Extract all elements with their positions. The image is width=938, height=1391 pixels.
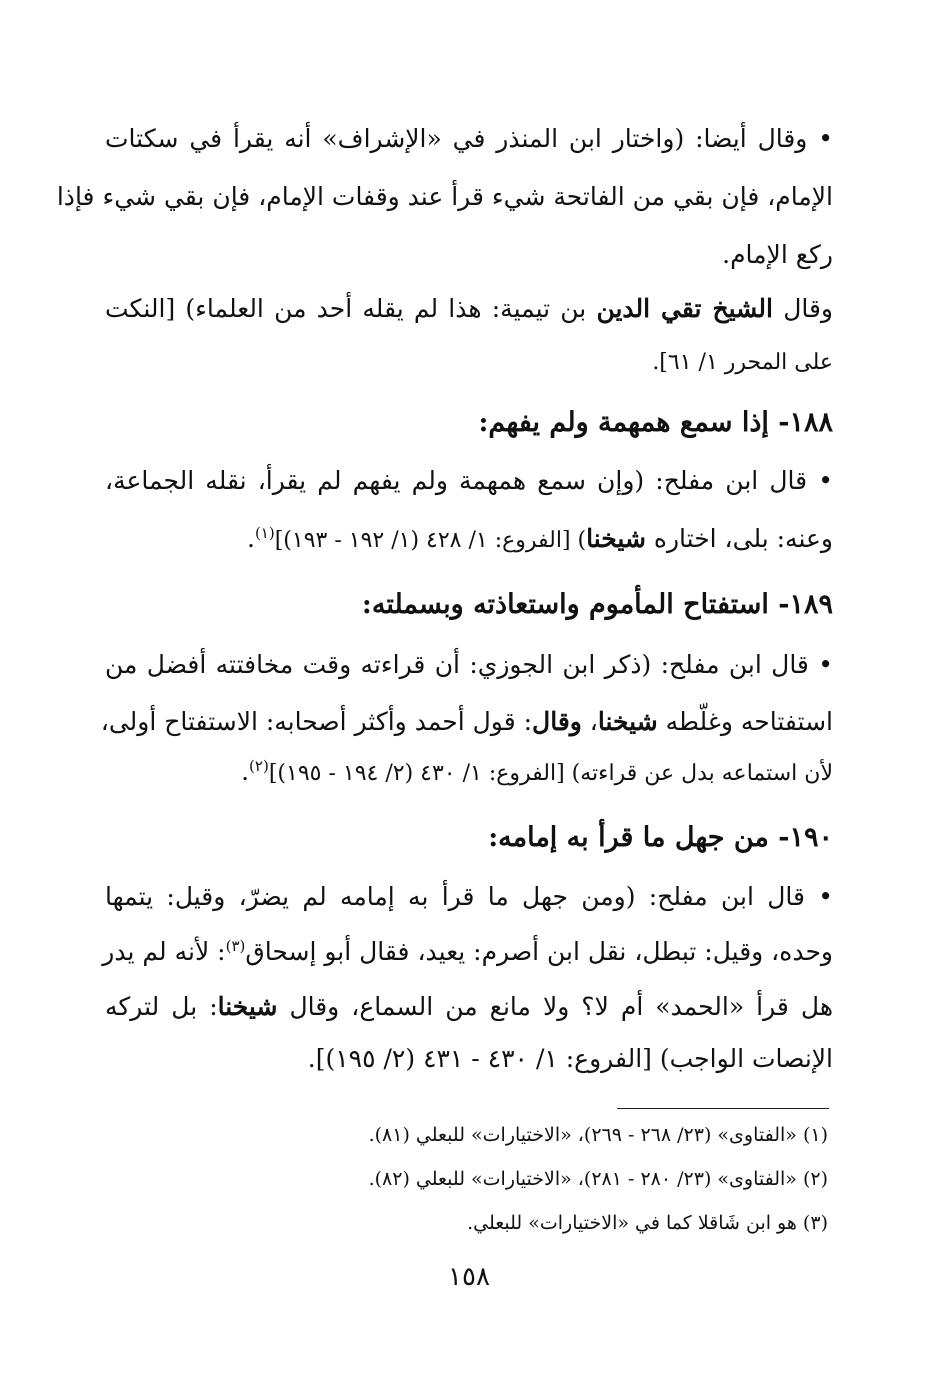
text-run: وعنه: بلى، اختاره (645, 524, 833, 553)
paragraph-1-line-2: الإمام، فإن بقي من الفاتحة شيء قرأ عند وقفات الإمام، فإن بقي شيء فإذا (56, 182, 833, 211)
paragraph-1-line-1: • وقال أيضا: (واختار ابن المنذر في «الإشراف» أنه يقرأ في سكتات (105, 124, 833, 153)
bold-term: وقال (532, 707, 582, 736)
paragraph-189-line-1: • قال ابن مفلح: (ذكر ابن الجوزي: أن قراءته وقت مخافتته أفضل من (105, 650, 833, 679)
bold-term: شيخنا (597, 707, 658, 736)
text-run: ، (581, 707, 598, 736)
footnote-marker-3: (٣) (225, 937, 246, 955)
paragraph-189-line-2 (100, 705, 833, 739)
paragraph-190-line-2 (102, 935, 833, 969)
section-heading-189: ١٨٩- استفتاح المأموم واستعاذته وبسملته: (361, 589, 833, 620)
text-run: وحده، وقيل: تبطل، نقل ابن أصرم: يعيد، فقال أبو إسحاق (245, 937, 833, 966)
paragraph-1-line-3: ركع الإمام. (722, 240, 833, 269)
paragraph-190-line-1: • قال ابن مفلح: (ومن جهل ما قرأ به إمامه لم يضرّ، وقيل: يتمها (105, 882, 833, 911)
text-run: : لأنه لم يدر (102, 937, 226, 966)
footnote-separator (617, 1108, 829, 1109)
text-run: بن تيمية: هذا لم يقله أحد من العلماء) [النكت (105, 294, 597, 323)
text-run: هل قرأ «الحمد» أم لا؟ ولا مانع من السماع، وقال (277, 992, 834, 1021)
bold-term: شيخنا (586, 524, 646, 553)
footnote-marker-1: (١) (254, 524, 275, 542)
paragraph-189-line-3 (105, 755, 833, 791)
paragraph-190-line-3 (105, 990, 833, 1024)
text-run: . (241, 757, 250, 786)
page-number: ١٥٨ (448, 1262, 490, 1292)
section-heading-188: ١٨٨- إذا سمع همهمة ولم يفهم: (478, 407, 833, 438)
paragraph-188-line-2 (105, 522, 833, 558)
paragraph-2-line-2: على المحرر ١/ ٦١]. (652, 350, 833, 375)
citation: لأن استماعه بدل عن قراءته) [الفروع: ١/ ٤٣٠ (٢/ ١٩٤ - ١٩٥)] (268, 761, 833, 786)
bold-term: الشيخ تقي الدين (596, 294, 773, 323)
text-run: : بل لتركه (105, 992, 218, 1021)
text-run: وقال (773, 294, 833, 323)
paragraph-2-line-1 (105, 292, 833, 326)
text-run: : قول أحمد وأكثر أصحابه: الاستفتاح أولى، (100, 707, 533, 736)
footnote-3: (٣) هو ابن شَاقلا كما في «الاختيارات» للبعلي. (467, 1212, 828, 1234)
bold-term: شيخنا (217, 992, 278, 1021)
footnote-1: (١) «الفتاوى» (٢٣/ ٢٦٨ - ٢٦٩)، «الاختيارات» للبعلي (٨١). (368, 1124, 828, 1146)
paragraph-190-line-4: الإنصات الواجب) [الفروع: ١/ ٤٣٠ - ٤٣١ (٢/ ١٩٥)]. (307, 1044, 833, 1073)
footnote-2: (٢) «الفتاوى» (٢٣/ ٢٨٠ - ٢٨١)، «الاختيارات» للبعلي (٨٢). (368, 1168, 828, 1190)
text-run: . (246, 524, 255, 553)
citation: ) [الفروع: ١/ ٤٢٨ (١/ ١٩٢ - ١٩٣)] (274, 528, 587, 553)
paragraph-188-line-1: • قال ابن مفلح: (وإن سمع همهمة ولم يفهم لم يقرأ، نقله الجماعة، (105, 466, 833, 495)
footnote-marker-2: (٢) (249, 757, 269, 775)
text-run: استفتاحه وغلّطه (657, 707, 833, 736)
section-heading-190: ١٩٠- من جهل ما قرأ به إمامه: (488, 822, 833, 853)
